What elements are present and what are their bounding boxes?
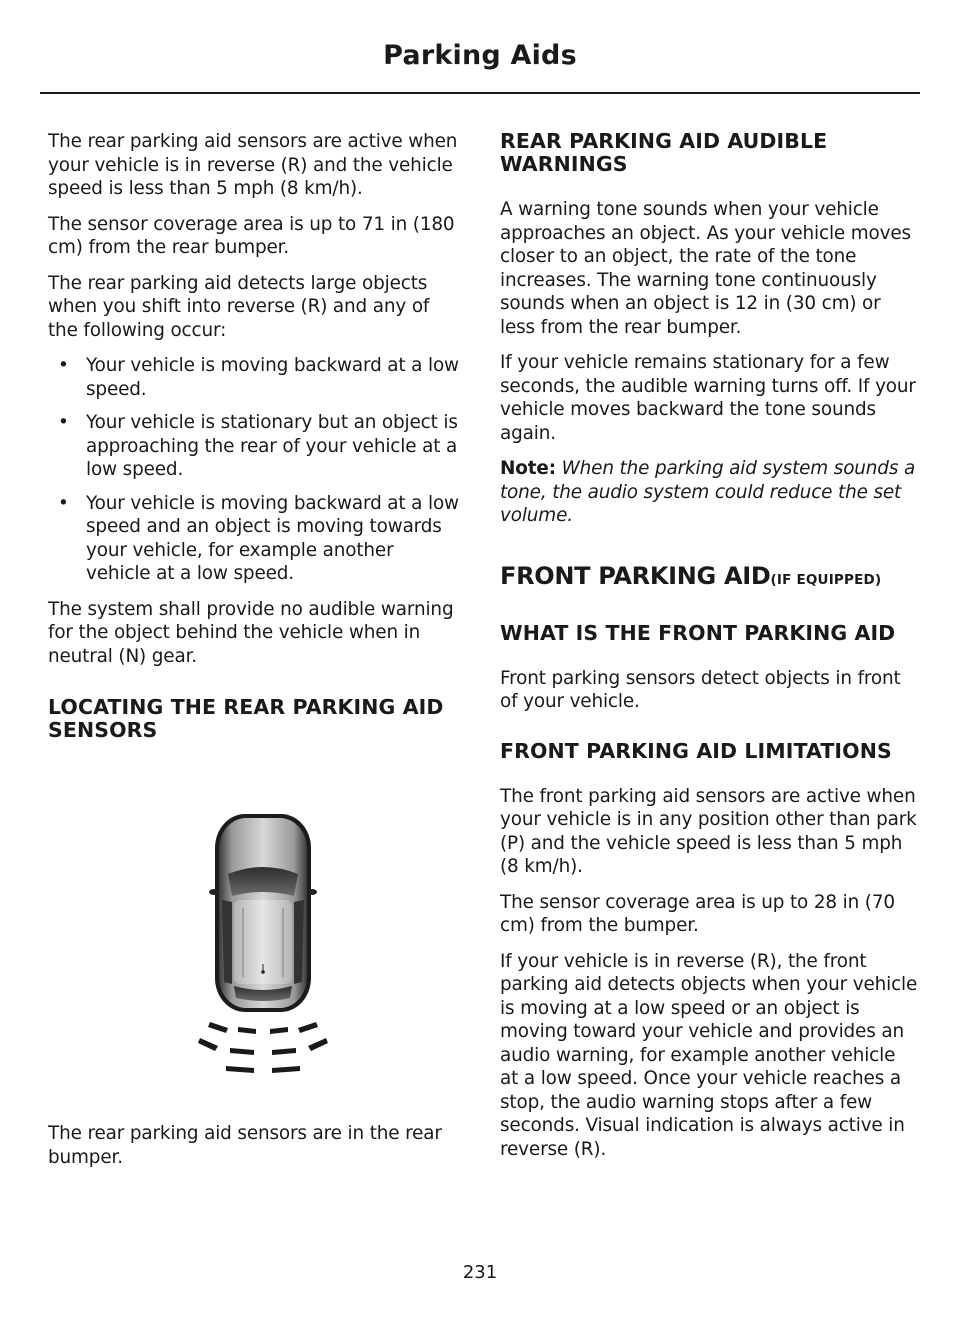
paragraph: If your vehicle is in reverse (R), the front parking aid detects objects when your vehicle is moving at a low speed or an object is moving toward your vehicle and provides an audio warning, for example another vehicle at a low speed. Once your vehicle reaches a stop, the audio warning stops after a few seconds. Visual indication is always active in reverse (R).	[500, 950, 918, 1160]
paragraph: If your vehicle remains stationary for a few seconds, the audible warning turns off. If your vehicle moves backward the tone sounds again.	[500, 352, 916, 444]
paragraph: The sensor coverage area is up to 71 in (180 cm) from the rear bumper.	[48, 213, 455, 258]
paragraph: The front parking aid sensors are active when your vehicle is in any position other than park (P) and the vehicle speed is less than 5 mph (8 km/h).	[500, 785, 917, 877]
list-item-text: Your vehicle is stationary but an object is approaching the rear of your vehicle at a low speed.	[86, 412, 458, 480]
chapter-heading-suffix: (IF EQUIPPED)	[770, 571, 882, 588]
list-item	[48, 411, 463, 482]
list-item-text: Your vehicle is moving backward at a low speed and an object is moving towards your vehicle, for example another vehicle at a low speed.	[86, 492, 459, 584]
paragraph: A warning tone sounds when your vehicle approaches an object. As your vehicle moves closer to an object, the rate of the tone increases. The warning tone continuously sounds when an object is 12 in (30 cm) or less from the rear bumper.	[500, 199, 911, 338]
section-heading: WHAT IS THE FRONT PARKING AID	[500, 620, 896, 645]
right-column	[500, 130, 918, 1173]
section-heading: REAR PARKING AID AUDIBLE WARNINGS	[500, 129, 828, 176]
left-column	[48, 130, 463, 1181]
paragraph: The rear parking aid sensors are active when your vehicle is in reverse (R) and the vehicle speed is less than 5 mph (8 km/h).	[48, 131, 458, 199]
note-text: When the parking aid system sounds a tone, the audio system could reduce the set volume.	[500, 458, 916, 526]
bullet-list	[48, 354, 463, 586]
chapter-heading	[500, 562, 918, 594]
list-item-text: Your vehicle is moving backward at a low speed.	[86, 355, 459, 400]
paragraph: Front parking sensors detect objects in front of your vehicle.	[500, 667, 901, 712]
rear-sensor-car-illustration	[198, 812, 328, 1082]
sensor-wave-arcs	[198, 1022, 328, 1073]
list-item	[48, 354, 463, 401]
page-title: Parking Aids	[383, 40, 577, 71]
section-heading: FRONT PARKING AID LIMITATIONS	[500, 738, 892, 763]
bullet-icon: •	[58, 355, 69, 376]
bullet-icon: •	[58, 492, 69, 514]
bullet-icon: •	[58, 412, 69, 433]
note	[500, 457, 918, 528]
page-number: 231	[462, 1262, 498, 1283]
paragraph: The system shall provide no audible warning for the object behind the vehicle when in neutral (N) gear.	[48, 598, 454, 667]
paragraph: The rear parking aid detects large objects when you shift into reverse (R) and any of the following occur:	[48, 272, 430, 341]
header-divider	[40, 92, 920, 94]
list-item	[48, 492, 463, 586]
section-heading: LOCATING THE REAR PARKING AID SENSORS	[48, 695, 444, 742]
paragraph: The sensor coverage area is up to 28 in (70 cm) from the bumper.	[500, 891, 895, 936]
note-label: Note:	[500, 458, 556, 479]
chapter-heading-text: FRONT PARKING AID	[500, 561, 771, 590]
car-top-view	[209, 814, 317, 1012]
figure-caption: The rear parking aid sensors are in the rear bumper.	[48, 1123, 442, 1168]
